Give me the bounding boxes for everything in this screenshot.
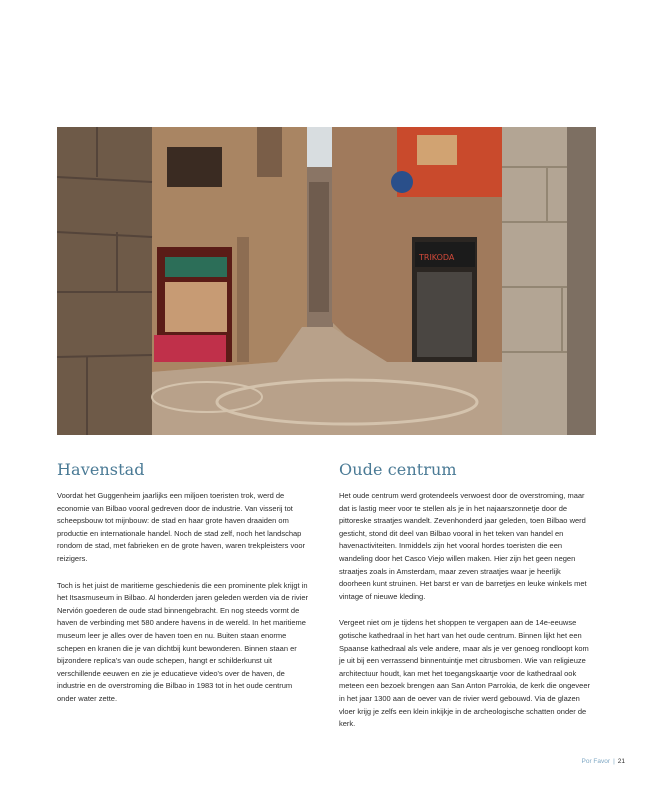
shop-window	[165, 282, 227, 332]
section-heading-oude-centrum: Oude centrum	[339, 460, 457, 479]
page-footer	[582, 758, 625, 765]
street-photo-illustration	[57, 127, 596, 435]
footer-separator: |	[613, 758, 615, 765]
left-column	[237, 237, 249, 362]
section-heading-havenstad: Havenstad	[57, 460, 145, 479]
shop-awning	[165, 257, 227, 277]
street-photo	[57, 127, 596, 435]
left-column	[57, 460, 309, 720]
shop-shutter	[417, 272, 472, 357]
left-stone-wall	[57, 127, 152, 435]
far-building-windows	[309, 182, 329, 312]
street-sign	[391, 171, 413, 193]
left-balcony	[167, 147, 222, 187]
right-window	[417, 135, 457, 165]
page-number: 21	[617, 758, 625, 765]
shop-sign-text: TRIKODA	[419, 253, 455, 262]
shop-graffiti	[154, 335, 226, 362]
magazine-name: Por Favor	[581, 758, 611, 765]
paragraph: Vergeet niet om je tijdens het shoppen te vergapen aan de 14e-eeuwse gotische kathedraal in het hart van het oude centrum. Binnen lijkt het een Spaanse kathedraal als vele andere, maar als je ver genoeg rondloopt kom je uit bij een verrassend binnentuintje met citrusbomen. Wie van religieuze architectuur houdt, kan met het toegangskaartje voor de kathedraal ook meteen een bezoek brengen aan San Anton Parrokia, de kerk die ongeveer in het jaar 1300 aan de oever van de rivier werd gebouwd. Via de glazen vloer krijg je zelfs een klein inkijkje in de archeologische schatten onder de kerk.	[339, 618, 591, 729]
right-pillar-shadow	[567, 127, 596, 435]
paragraph: Voordat het Guggenheim jaarlijks een miljoen toeristen trok, werd de economie van Bilbao vooral gedreven door de industrie. Van visserij tot scheepsbouw tot mijnbouw: de stad en haar grote haven draaiden om productie en internationale handel. Noch de stad zelf, noch het landschap rondom de stad, met fabrieken en de grote haven, waren trekpleisters voor reizigers.	[57, 491, 306, 563]
right-column	[339, 460, 591, 745]
paragraph: Toch is het juist de maritieme geschiedenis die een prominente plek krijgt in het Itsasmuseum in Bilbao. Al honderden jaren geleden werden via de rivier Nervión goederen de oude stad binnengebracht. En nog steeds vormt de haven de verbinding met 580 andere havens in de wereld. In het maritieme museum leer je alles over de haven toen en nu. Buiten staan enorme schepen en kranen die je van dichtbij kunt bewonderen. Binnen staan er bijzondere replica's van oude schepen, hangt er schilderkunst uit verschillende eeuwen en zie je educatieve video's over de haven, de industrie en de overstroming die Bilbao in 1983 tot in het oude centrum onder water zette.	[57, 580, 308, 703]
paragraph: Het oude centrum werd grotendeels verwoest door de overstroming, maar dat is lastig meer voor te stellen als je in het najaarszonnetje door de pittoreske straatjes wandelt. Zevenhonderd jaar geleden, toen Bilbao werd gesticht, stond dit deel van Bilbao vooral in het teken van handel en havenactiviteiten. Inmiddels zijn het vooral hordes toeristen die een wandeling door het Casco Viejo willen maken. Hier zijn het geen negen straatjes zoals in Amsterdam, maar zeven straatjes waar je heerlijk doorheen kunt struinen. Het barst er van de barretjes en leuke winkels met vintage of nieuwe kleding.	[339, 491, 587, 601]
left-tower	[257, 127, 282, 177]
